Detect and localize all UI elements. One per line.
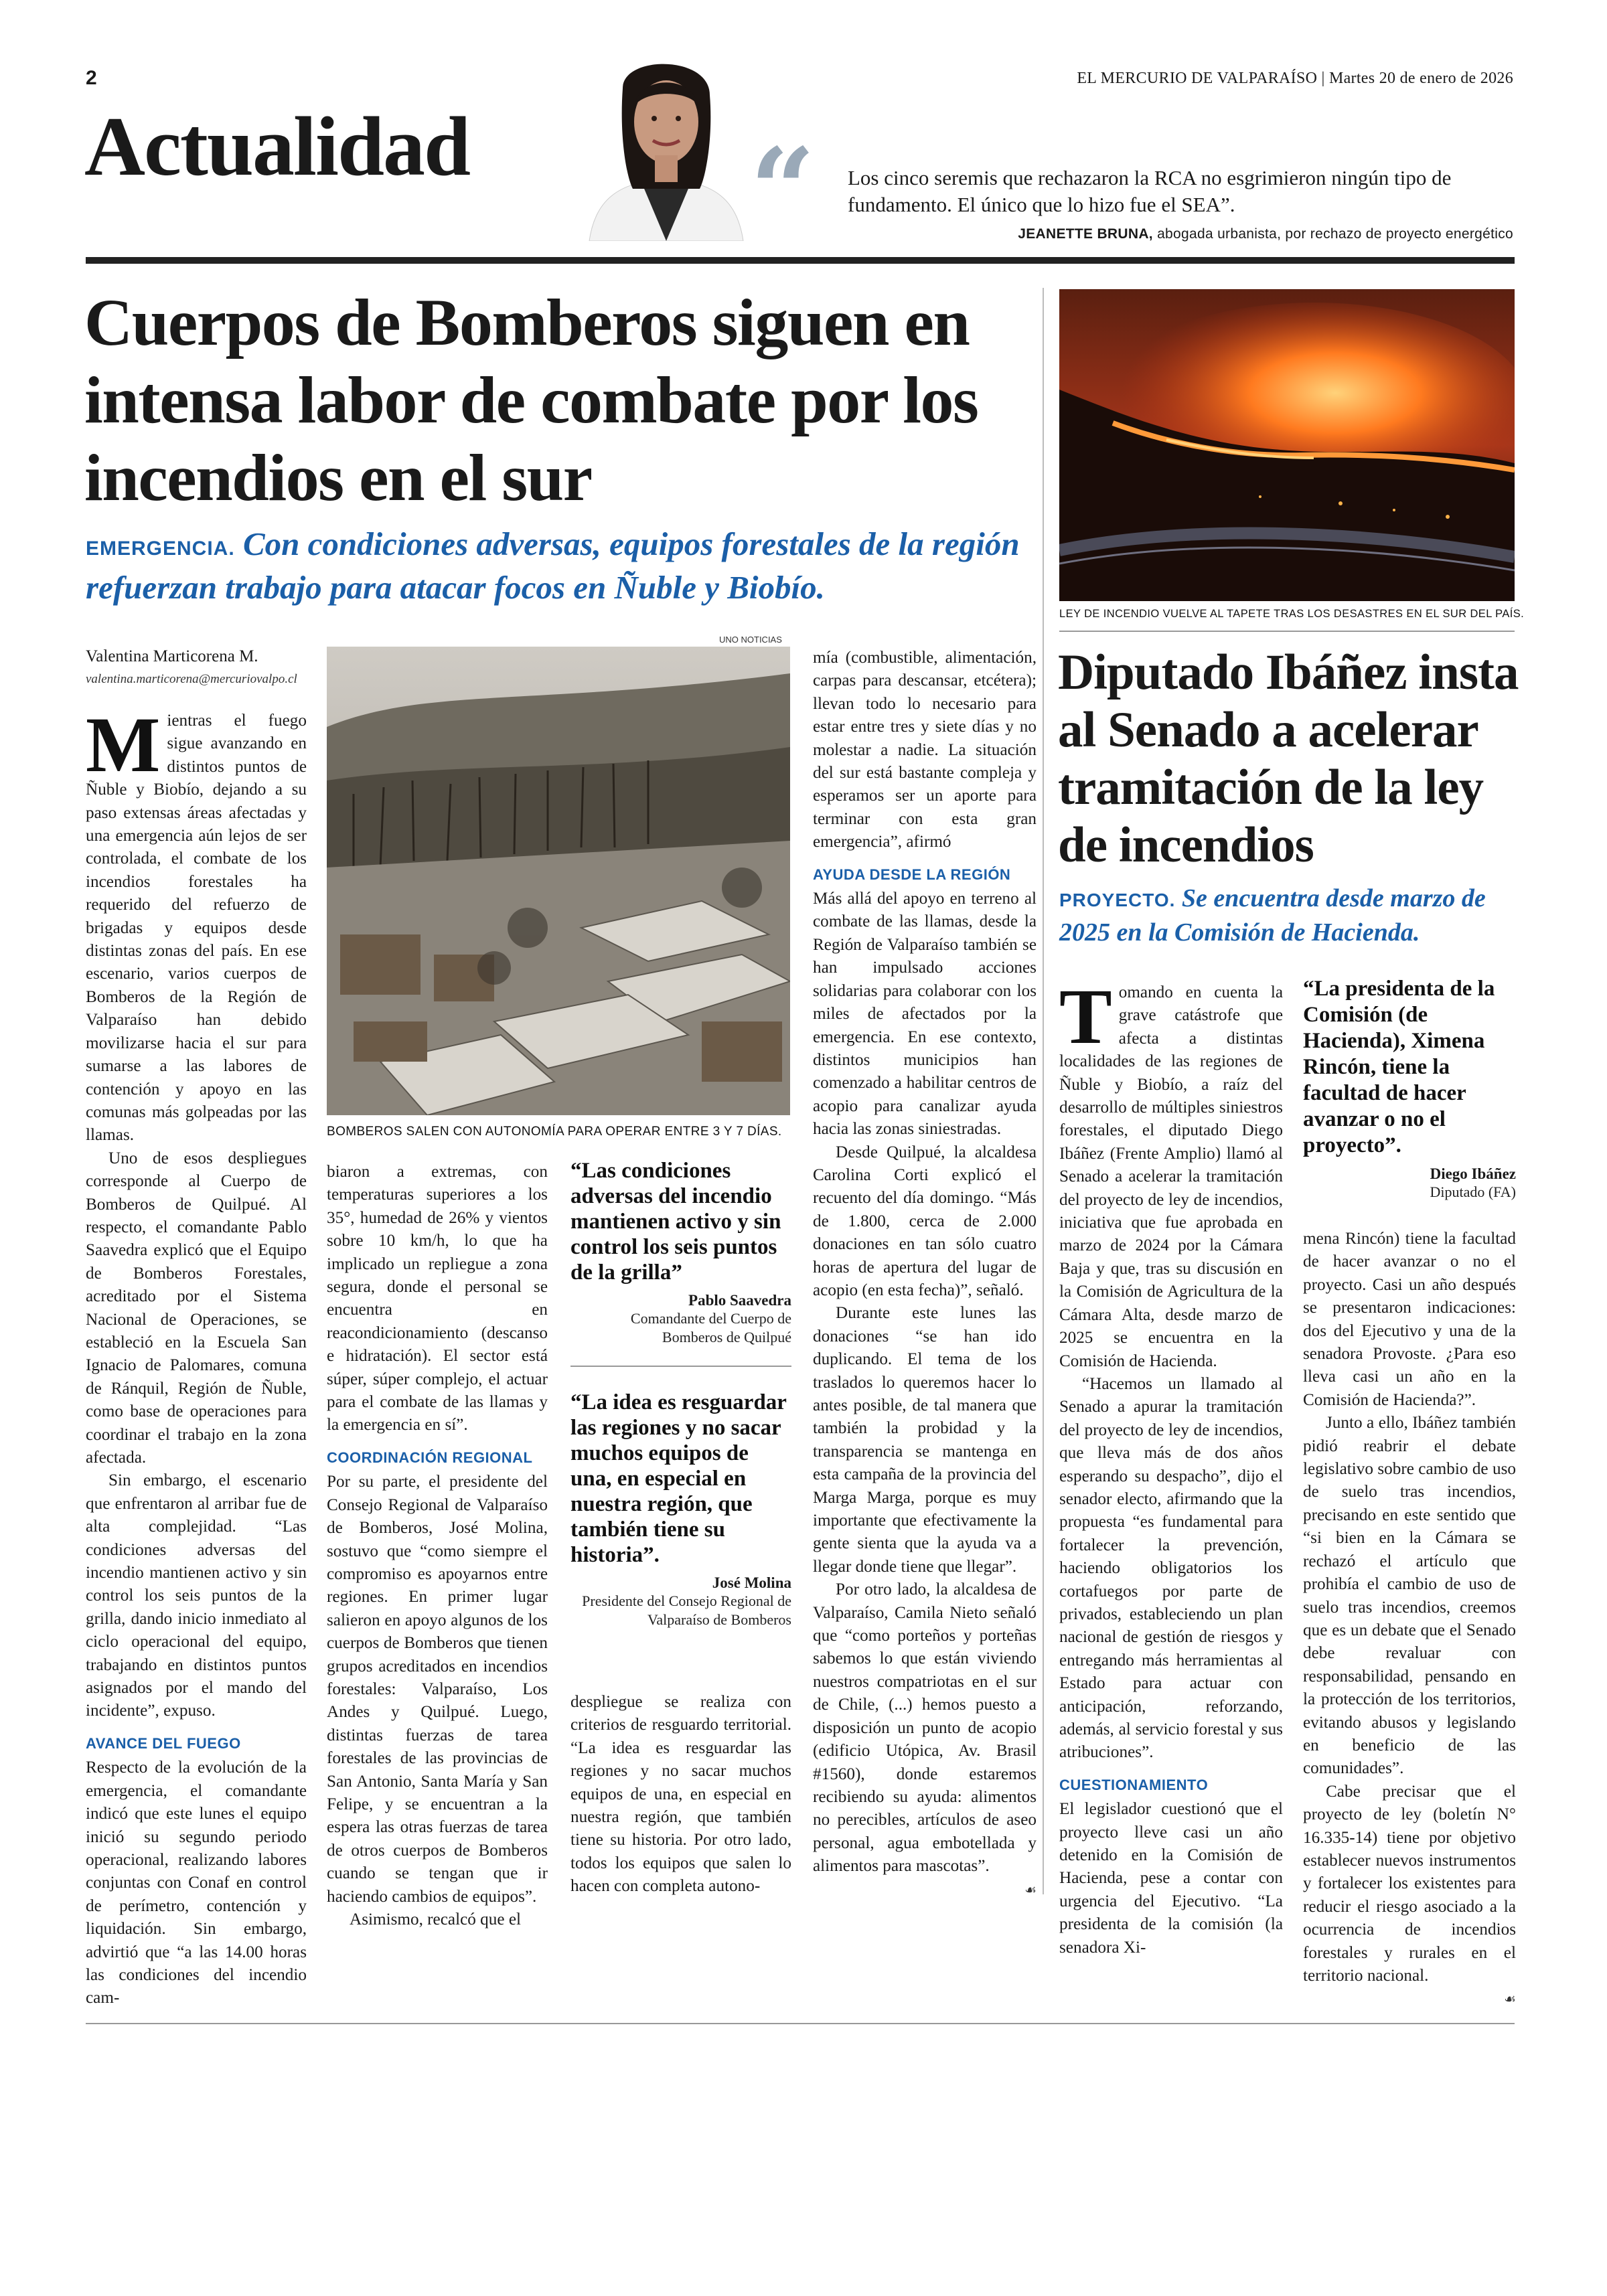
main-photo-credit: UNO NOTICIAS bbox=[719, 635, 782, 645]
publication-name: EL MERCURIO DE VALPARAÍSO bbox=[1077, 70, 1318, 87]
main-paragraph-3: Sin embargo, el escenario que enfrentaron al arribar fue de alta complejidad. “Las condiciones adversas del incendio mantienen activo y sin control los seis puntos de la grilla, dando inicio inmediato al ciclo operacional del equipo, trabajando en distintos puntos asignados por el mando del incidente”, expuso. bbox=[86, 1471, 307, 1720]
dateline-separator: | bbox=[1321, 70, 1329, 87]
side-paragraph-4: mena Rincón) tiene la facultad de hacer avanzar o no el proyecto. Casi un año después se presentaron indicaciones: dos del Ejecutivo y una de la senadora Provoste. ¿Para eso lleva casi un año en la Comisión de Hacienda?”. bbox=[1303, 1230, 1516, 1409]
side-photo bbox=[1059, 289, 1515, 601]
subhead-coordinacion: COORDINACIÓN REGIONAL bbox=[327, 1449, 533, 1466]
main-drop-cap: M bbox=[86, 701, 161, 789]
main-deck bbox=[86, 525, 1077, 607]
side-deck bbox=[1059, 882, 1521, 949]
side-paragraph-1-text: omando en cuenta la grave catástrofe que afecta a distintas localidades de las regiones de Ñuble y Biobío, a raíz del desarrollo de múltiples siniestros forestales, el diputado Diego Ibáñez (Frente Amplio) llamó al Senado a acelerar la tramitación del proyecto de ley de incendios, iniciativa que fue aprobada en marzo de 2024 por la Cámara Baja y que, tras su discusión en la Comisión de Agricultura de la Cámara Alta, desde marzo de 2025 se encuentra en la Comisión de Hacienda. bbox=[1059, 983, 1283, 1370]
footer-rule bbox=[86, 2023, 1515, 2024]
pull-quote-ibanez-name: Diego Ibáñez bbox=[1430, 1165, 1516, 1182]
main-deck-text: Con condiciones adversas, equipos forestales de la región refuerzan trabajo para atacar focos en Ñuble y Biobío. bbox=[86, 525, 1020, 606]
byline: Valentina Marticorena M. bbox=[86, 647, 258, 665]
byline-email: valentina.marticorena@mercuriovalpo.cl bbox=[86, 672, 297, 686]
subhead-cuestionamiento: CUESTIONAMIENTO bbox=[1059, 1776, 1209, 1793]
main-paragraph-10: Más allá del apoyo en terreno al combate de las llamas, desde la Región de Valparaíso también se han impulsado acciones solidarias para colaborar con los miles de afectados por la emergencia. En ese contexto, distintos municipios han comenzado a habilitar centros de acopio para canalizar ayuda hacia las zonas siniestradas. bbox=[813, 890, 1037, 1139]
pull-quote-ibanez: “La presidenta de la Comisión (de Hacienda), Ximena Rincón, tiene la facultad de hacer avanzar o no el proyecto”. bbox=[1303, 977, 1495, 1157]
side-column-1 bbox=[1059, 973, 1283, 1959]
side-paragraph-3: El legislador cuestionó que el proyecto lleve casi un año detenido en la Comisión de Hacienda, pese a contar con urgencia del Ejecutivo. “La presidenta de la comisión (la senadora Xi- bbox=[1059, 1800, 1283, 1957]
side-paragraph-6: Cabe precisar que el proyecto de ley (boletín N° 16.335-14) tiene por objetivo establecer nuevos instrumentos y fortalecer los existentes para reducir el riesgo asociado a la ocurrencia de incendios forestales y rurales en el territorio nacional. bbox=[1303, 1782, 1516, 1985]
side-paragraph-5: Junto a ello, Ibáñez también pidió reabrir el debate legislativo sobre cambio de uso de suelo tras incendios, precisando en este sentido que “si bien en la Cámara se rechazó el artículo que prohibía el cambio de uso de suelo tras incendios, creemos que es un debate que el Senado debe revaluar con responsabilidad, pensando en la protección de los territorios, evitando abusos y legislando en beneficio de las comunidades”. bbox=[1303, 1414, 1516, 1778]
main-photo bbox=[327, 647, 790, 1115]
pull-quote-ibanez-role: Diputado (FA) bbox=[1430, 1183, 1516, 1200]
pull-quote-molina-name: José Molina bbox=[712, 1574, 791, 1591]
publication-dateline bbox=[1077, 70, 1513, 88]
top-quote-role: abogada urbanista, por rechazo de proyecto energético bbox=[1157, 226, 1513, 242]
side-photo-caption: LEY DE INCENDIO VUELVE AL TAPETE TRAS LOS DESASTRES EN EL SUR DEL PAÍS. bbox=[1059, 608, 1525, 620]
side-end-mark: ☙ bbox=[1504, 1991, 1516, 2007]
main-paragraph-6: Por su parte, el presidente del Consejo Regional de Valparaíso de Bomberos, José Molina, sostuvo que “como siempre el compromiso es apoyarnos entre regiones. En primer lugar salieron en apoyo algunos de los cuerpos de Bomberos que tienen grupos acreditados en incendios forestales: Valparaíso, Los Andes y Quilpué. Luego, distintas fuerzas de tarea forestales de las provincias de San Antonio, Santa María y San Felipe, y se encuentran a la espera las otras fuerzas de tarea de otros cuerpos de Bomberos cuando se tengan que ir haciendo cambios de equipos”. bbox=[327, 1473, 548, 1906]
side-deck-text: Se encuentra desde marzo de 2025 en la Comisión de Hacienda. bbox=[1059, 884, 1486, 947]
top-quote-author: JEANETTE BRUNA, bbox=[1018, 226, 1153, 242]
side-headline: Diputado Ibáñez insta al Senado a acelerar tramitación de la ley de incendios bbox=[1058, 645, 1519, 873]
side-quote-block bbox=[1303, 976, 1516, 1202]
column-divider bbox=[1043, 288, 1044, 1894]
pull-quote-molina: “La idea es resguardar las regiones y no sacar muchos equipos de una, en especial en nuestra región, que también tiene su historia”. bbox=[570, 1390, 787, 1567]
main-column-1 bbox=[86, 701, 307, 2010]
main-column-3 bbox=[570, 1158, 791, 1629]
main-paragraph-4: Respecto de la evolución de la emergencia, el comandante indicó que este lunes el equipo inició su segundo periodo operacional, realizando labores conjuntas con Conaf en control de perímetro, contención y liquidación. Sin embargo, advirtió que “a las 14.00 horas las condiciones del incendio cam- bbox=[86, 1758, 307, 2007]
section-title: Actualidad bbox=[84, 100, 470, 193]
main-column-4 bbox=[813, 647, 1037, 1901]
side-paragraph-2: “Hacemos un llamado al Senado a apurar la tramitación del proyecto de ley de incendios, que lleva más de dos años esperando su despacho”, dijo el senador electo, afirmando que la propuesta “es fundamental para fortalecer la prevención, haciendo obligatorios los cortafuegos por parte de privados, estableciendo un plan nacional de gestión de riesgos y entregando más herramientas al Estado para actuar con anticipación, reforzando, además, al servicio forestal y sus atribuciones”. bbox=[1059, 1374, 1283, 1762]
side-caption-rule bbox=[1059, 631, 1515, 632]
portrait-jeanette-bruna bbox=[576, 42, 757, 241]
main-paragraph-2: Uno de esos despliegues corresponde al Cuerpo de Bomberos de Quilpué. Al respecto, el comandante Pablo Saavedra explicó que el Equipo de Bomberos Forestales, acreditado por el Sistema Nacional de Operaciones, se estableció en la Escuela San Ignacio de Palomares, comuna de Ránquil, Región de Ñuble, como base de operaciones para coordinar el trabajo en la zona afectada. bbox=[86, 1149, 307, 1467]
subhead-avance: AVANCE DEL FUEGO bbox=[86, 1734, 241, 1752]
main-paragraph-7: Asimismo, recalcó que el bbox=[350, 1910, 521, 1929]
pull-quote-saavedra-name: Pablo Saavedra bbox=[688, 1292, 791, 1309]
pull-quote-molina-role: Presidente del Consejo Regional de Valparaíso de Bomberos bbox=[582, 1592, 791, 1628]
pull-quote-saavedra: “Las condiciones adversas del incendio mantienen activo y sin control los seis puntos de la grilla” bbox=[570, 1159, 781, 1285]
quote-mark-icon: “ bbox=[750, 123, 816, 257]
main-end-mark: ☙ bbox=[1024, 1881, 1037, 1898]
subhead-ayuda: AYUDA DESDE LA REGIÓN bbox=[813, 866, 1011, 883]
main-column-3-text bbox=[570, 1691, 791, 1898]
main-headline: Cuerpos de Bomberos siguen en intensa labor de combate por los incendios en el sur bbox=[84, 285, 978, 515]
publication-date: Martes 20 de enero de 2026 bbox=[1328, 70, 1513, 87]
top-quote-attribution bbox=[1018, 226, 1513, 242]
page-number: 2 bbox=[86, 67, 97, 89]
main-paragraph-1-text: ientras el fuego sigue avanzando en distintos puntos de Ñuble y Biobío, dejando a su paso extensas áreas afectadas y una emergencia aún lejos de ser controlada, el combate de los incendios forestales ha requerido del refuerzo de brigadas y equipos desde distintas zonas del país. En ese escenario, varios cuerpos de Bomberos de la Región de Valparaíso han debido movilizarse hacia el sur para sumarse a las labores de contención y apoyo en las comunas más golpeadas por las llamas. bbox=[86, 712, 307, 1145]
main-paragraph-12: Durante este lunes las donaciones “se han ido duplicando. El tema de los traslados lo queremos hacer lo antes posible, de tal manera que también la probidad y la transparencia se mantenga en esta campaña de la provincia del Marga Marga, porque es muy importante que efectivamente la gente sienta que la ayuda va a llegar donde tiene que llegar”. bbox=[813, 1304, 1037, 1576]
main-paragraph-1 bbox=[86, 701, 307, 1147]
side-column-2 bbox=[1303, 1228, 1516, 2011]
header-rule bbox=[86, 257, 1515, 264]
top-quote-text: Los cinco seremis que rechazaron la RCA no esgrimieron ningún tipo de fundamento. El único que lo hizo fue el SEA”. bbox=[848, 166, 1452, 216]
side-paragraph-1 bbox=[1059, 973, 1283, 1373]
pull-quote-divider bbox=[570, 1366, 791, 1367]
main-column-2 bbox=[327, 1161, 548, 1931]
side-kicker: PROYECTO. bbox=[1059, 890, 1176, 910]
main-paragraph-11: Desde Quilpué, la alcaldesa Carolina Corti explicó el recuento del día domingo. “Más de 1.800, cerca de 2.000 donaciones en tan sólo cuatro horas de apertura del lugar de acopio (en esta fecha)”, señaló. bbox=[813, 1143, 1037, 1299]
main-photo-caption: BOMBEROS SALEN CON AUTONOMÍA PARA OPERAR ENTRE 3 Y 7 DÍAS. bbox=[327, 1125, 782, 1139]
main-paragraph-8: despliegue se realiza con criterios de resguardo territorial. “La idea es resguardar las regiones y no sacar muchos equipos de una, en especial en nuestra región, que también tiene su historia. Por otro lado, todos los equipos que salen lo hacen con completa autono- bbox=[570, 1693, 791, 1896]
main-paragraph-9: mía (combustible, alimentación, carpas para descansar, etcétera); llevan todo lo necesario para estar entre tres y siete días y no molestar a nadie. La situación del sur está bastante compleja y esperamos ser un aporte para terminar con esta gran emergencia”, afirmó bbox=[813, 649, 1037, 851]
main-paragraph-5: biaron a extremas, con temperaturas superiores a los 35°, humedad de 26% y vientos sobre 10 km/h, lo que ha implicado un repliegue a zona segura, donde el personal se encuentra en reacondicionamiento (descanso e hidratación). El sector está súper, súper complejo, el actuar para el combate de las llamas y la emergencia en sí”. bbox=[327, 1163, 548, 1434]
side-drop-cap: T bbox=[1059, 973, 1112, 1060]
main-paragraph-13: Por otro lado, la alcaldesa de Valparaíso, Camila Nieto señaló que “como porteños y porteñas sabemos lo que están viviendo nuestros compatriotas en el sur de Chile, (...) hemos puesto a disposición un punto de acopio (edificio Utópica, Av. Brasil #1560), donde estaremos recibiendo su ayuda: alimentos no perecibles, artículos de aseo personal, agua embotellada y alimentos para mascotas”. bbox=[813, 1580, 1037, 1876]
pull-quote-saavedra-role: Comandante del Cuerpo de Bomberos de Quilpué bbox=[630, 1310, 791, 1345]
main-kicker: EMERGENCIA. bbox=[86, 538, 235, 560]
